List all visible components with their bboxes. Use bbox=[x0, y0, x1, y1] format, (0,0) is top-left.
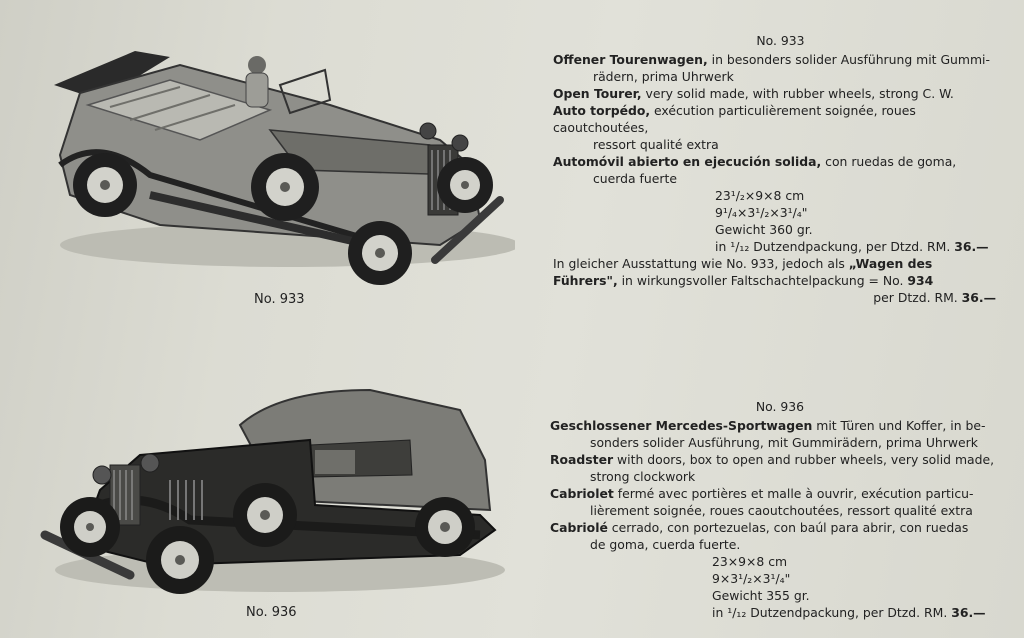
car1-extra-line: Führers", in wirkungsvoller Faltschachtelpackung = No. 934 bbox=[553, 273, 934, 288]
car1-description bbox=[553, 32, 1008, 306]
car2-spec-size-cm: 23×9×8 cm bbox=[712, 554, 788, 569]
car1-line: Auto torpédo, exécution particulièrement soignée, roues caoutchoutées, bbox=[553, 103, 916, 135]
car2-line: strong clockwork bbox=[590, 469, 696, 484]
car2-line: Geschlossener Mercedes-Sportwagen mit Türen und Koffer, in be- bbox=[550, 418, 986, 433]
car2-line: Cabriolet fermé avec portières et malle à ouvrir, exécution particu- bbox=[550, 486, 974, 501]
car2-spec-weight: Gewicht 355 gr. bbox=[712, 588, 810, 603]
car1-spec-size-inch: 9¹/₄×3¹/₂×3¹/₄" bbox=[715, 205, 808, 220]
car1-line: ressort qualité extra bbox=[593, 137, 719, 152]
car2-line: Cabriolé cerrado, con portezuelas, con baúl para abrir, con ruedas bbox=[550, 520, 969, 535]
car2-line: Roadster with doors, box to open and rubber wheels, very solid made, bbox=[550, 452, 995, 467]
car2-line: lièrement soignée, roues caoutchoutées, ressort qualité extra bbox=[590, 503, 973, 518]
car1-number: No. 933 bbox=[756, 33, 805, 48]
car1-caption: No. 933 bbox=[254, 292, 305, 307]
car2-line: sonders solider Ausführung, mit Gummirädern, prima Uhrwerk bbox=[590, 435, 978, 450]
car1-line: rädern, prima Uhrwerk bbox=[593, 69, 734, 84]
car2-line: de goma, cuerda fuerte. bbox=[590, 537, 741, 552]
car2-number: No. 936 bbox=[755, 399, 805, 414]
car1-line: Automóvil abierto en ejecución solida, con ruedas de goma, bbox=[553, 154, 957, 169]
car1-line: Offener Tourenwagen, in besonders solider Ausführung mit Gummi- bbox=[553, 52, 990, 67]
open-tourer-illustration bbox=[40, 45, 515, 290]
car1-extra-price: per Dtzd. RM. 36.— bbox=[873, 290, 996, 305]
car1-extra-line: In gleicher Ausstattung wie No. 933, jedoch als „Wagen des bbox=[553, 256, 933, 271]
car2-caption: No. 936 bbox=[246, 605, 297, 620]
car2-pack-price: in ¹/₁₂ Dutzendpackung, per Dtzd. RM. 36.— bbox=[712, 605, 986, 620]
car1-line: Open Tourer, very solid made, with rubber wheels, strong C. W. bbox=[553, 86, 954, 101]
car2-description bbox=[550, 398, 1010, 621]
car1-spec-weight: Gewicht 360 gr. bbox=[715, 222, 813, 237]
car1-line: cuerda fuerte bbox=[593, 171, 677, 186]
car1-pack-price: in ¹/₁₂ Dutzendpackung, per Dtzd. RM. 36.— bbox=[715, 239, 989, 254]
car2-spec-size-inch: 9×3¹/₂×3¹/₄" bbox=[712, 571, 791, 586]
car1-spec-size-cm: 23¹/₂×9×8 cm bbox=[715, 188, 805, 203]
sports-car-illustration bbox=[40, 385, 510, 610]
